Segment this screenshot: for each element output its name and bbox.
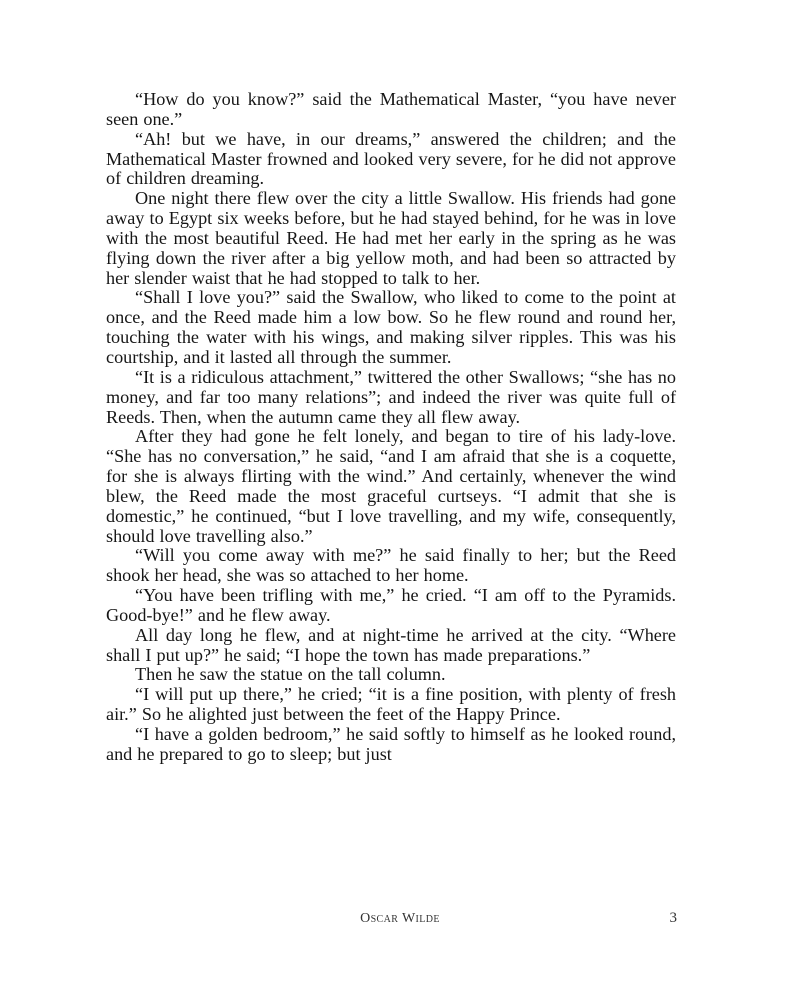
paragraph: “It is a ridiculous attachment,” twittered the other Swallows; “she has no money, and far too many relations”; and indeed the river was quite full of Reeds. Then, when the autumn came they all flew away. [106, 366, 676, 427]
paragraph: “How do you know?” said the Mathematical Master, “you have never seen one.” [106, 89, 676, 129]
paragraph: One night there flew over the city a little Swallow. His friends had gone away to Egypt six weeks before, but he had stayed behind, for he was in love with the most beautiful Reed. He had met her early in the spring as he was flying down the river after a big yellow moth, and had been so attracted by her slender waist that he had stopped to talk to her. [106, 188, 676, 288]
paragraph: “Ah! but we have, in our dreams,” answered the children; and the Mathematical Master frowned and looked very severe, for he did not approve of children dreaming. [106, 128, 676, 189]
paragraph: “I have a golden bedroom,” he said softly to himself as he looked round, and he prepared to go to sleep; but just [106, 724, 676, 764]
paragraph: “Shall I love you?” said the Swallow, who liked to come to the point at once, and the Reed made him a low bow. So he flew round and round her, touching the water with his wings, and making silver ripples. This was his courtship, and it lasted all through the summer. [106, 287, 676, 367]
paragraph: “You have been trifling with me,” he cried. “I am off to the Pyramids. Good-bye!” and he flew away. [106, 585, 676, 625]
paragraph: “Will you come away with me?” he said finally to her; but the Reed shook her head, she was so attached to her home. [106, 545, 676, 586]
paragraph: Then he saw the statue on the tall column. [135, 664, 446, 685]
page-number: 3 [669, 910, 677, 926]
paragraph: “I will put up there,” he cried; “it is a fine position, with plenty of fresh air.” So he alighted just between the feet of the Happy Prince. [106, 684, 676, 725]
body-text [106, 90, 676, 765]
paragraph: All day long he flew, and at night-time he arrived at the city. “Where shall I put up?” he said; “I hope the town has made preparations.” [106, 624, 676, 665]
running-footer-author: Oscar Wilde [360, 911, 440, 926]
paragraph: After they had gone he felt lonely, and began to tire of his lady-love. “She has no conversation,” he said, “and I am afraid that she is a coquette, for she is always flirting with the wind.” And certainly, whenever the wind blew, the Reed made the most graceful curtseys. “I admit that she is domestic,” he continued, “but I love travelling, and my wife, consequently, should love travelling also.” [106, 426, 676, 546]
